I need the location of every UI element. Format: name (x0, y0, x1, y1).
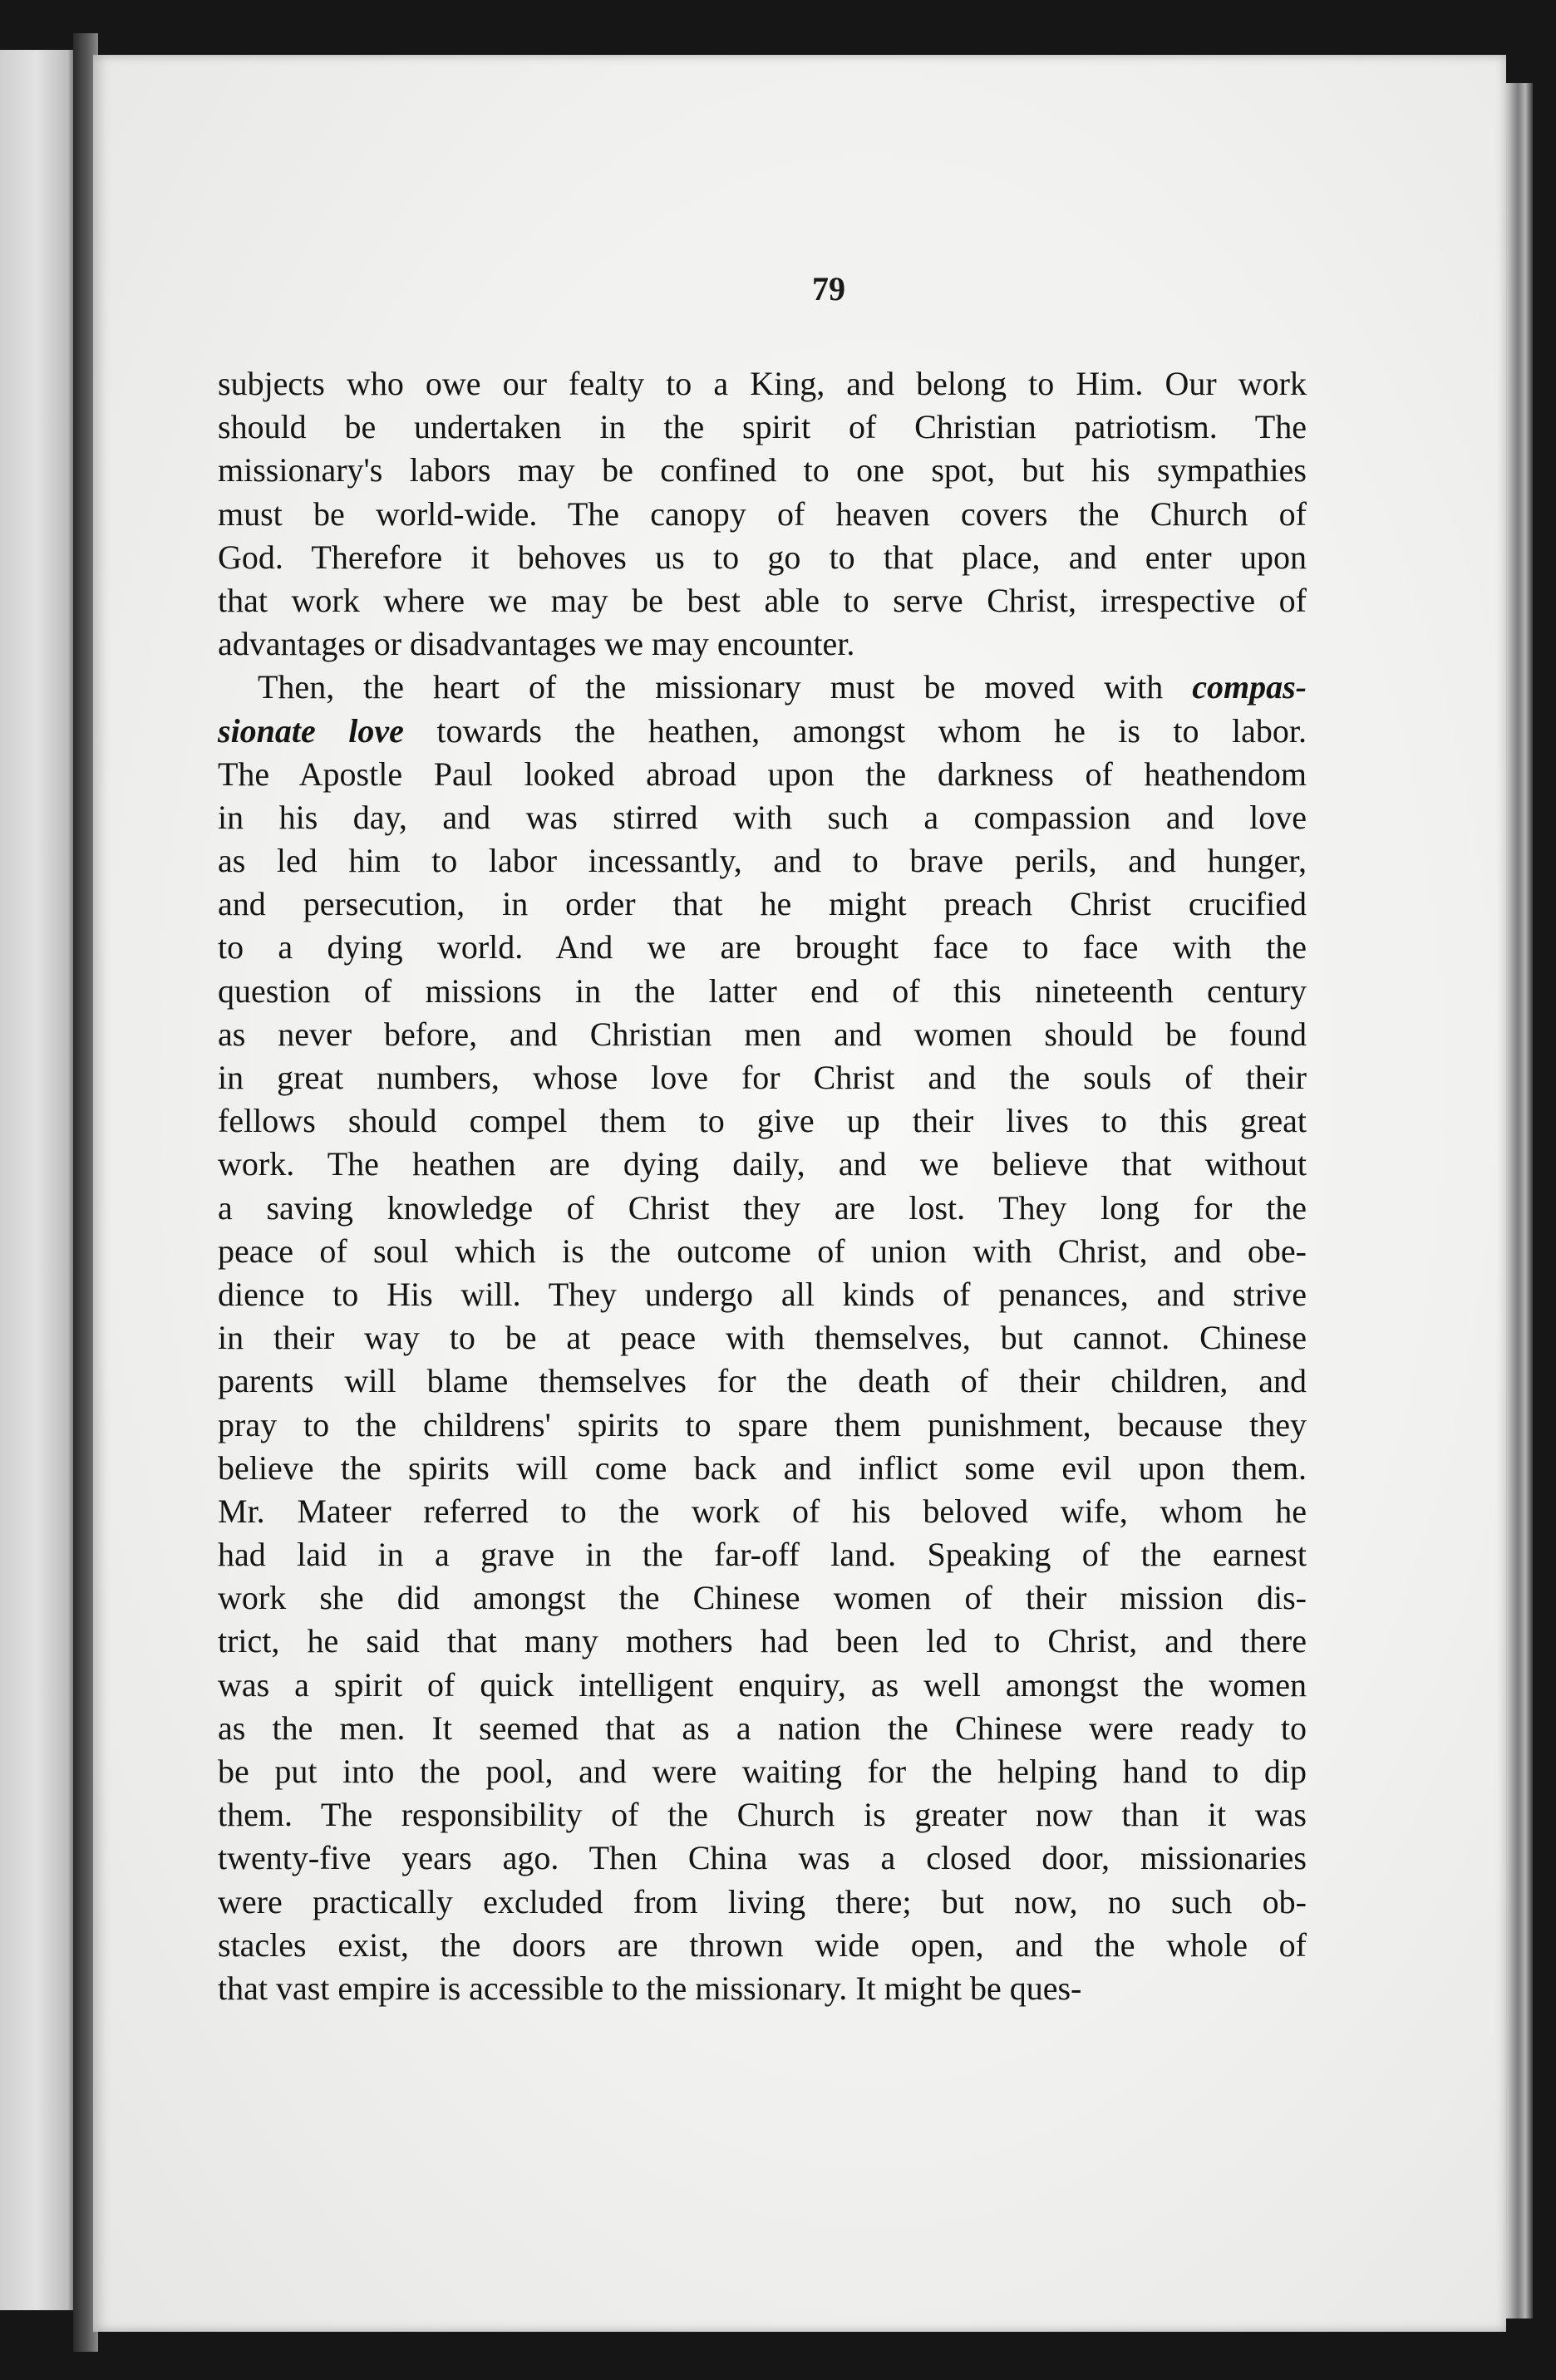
text-line: believe the spirits will come back and inflict some evil upon them. (218, 1448, 1307, 1487)
text-line (218, 710, 1307, 753)
text-line: twenty-five years ago. Then China was a closed door, missionaries (218, 1839, 1307, 1877)
text-line: advantages or disadvantages we may encounter. (218, 625, 855, 663)
text-run: Then, the heart of the missionary must be moved with compas- (258, 668, 1307, 706)
text-run: sionate love towards the heathen, amongst whom he is to labor. (218, 711, 1307, 750)
text-line: trict, he said that many mothers had been led to Christ, and there (218, 1622, 1307, 1660)
text-line: were practically excluded from living there; but now, no such ob- (218, 1882, 1307, 1920)
text-line: God. Therefore it behoves us to go to that place, and enter upon (218, 538, 1307, 576)
text-line: was a spirit of quick intelligent enquiry, as well amongst the women (218, 1665, 1307, 1704)
text-line: in their way to be at peace with themselves, but cannot. Chinese (218, 1319, 1307, 1357)
text-line: pray to the childrens' spirits to spare them punishment, because they (218, 1405, 1307, 1443)
text-line: a saving knowledge of Christ they are lost. They long for the (218, 1188, 1307, 1227)
text-line: stacles exist, the doors are thrown wide open, and the whole of (218, 1925, 1307, 1964)
text-line: and persecution, in order that he might preach Christ crucified (218, 885, 1307, 923)
text-line: dience to His will. They undergo all kinds of penances, and strive (218, 1275, 1307, 1313)
text-line: to a dying world. And we are brought face to face with the (218, 928, 1307, 966)
text-line: work. The heathen are dying daily, and we believe that without (218, 1145, 1307, 1183)
text-line: should be undertaken in the spirit of Christian patriotism. The (218, 408, 1307, 446)
text-line (218, 666, 1307, 709)
text-line: must be world-wide. The canopy of heaven covers the Church of (218, 494, 1307, 533)
emphasis-text: sionate love (218, 711, 404, 750)
text-line: Mr. Mateer referred to the work of his beloved wife, whom he (218, 1492, 1307, 1530)
text-line: missionary's labors may be confined to one spot, but his sympathies (218, 451, 1307, 489)
text-line: fellows should compel them to give up their lives to this great (218, 1102, 1307, 1140)
body-text (218, 362, 1307, 2010)
text-line: subjects who owe our fealty to a King, and belong to Him. Our work (218, 365, 1307, 402)
text-line: that work where we may be best able to serve Christ, irrespective of (218, 581, 1307, 619)
text-line: question of missions in the latter end of this nineteenth century (218, 971, 1307, 1010)
text-line: work she did amongst the Chinese women of their mission dis- (218, 1579, 1307, 1617)
previous-page-edge (0, 50, 80, 2310)
text-line: as the men. It seemed that as a nation the Chinese were ready to (218, 1709, 1307, 1747)
text-line: in his day, and was stirred with such a compassion and love (218, 798, 1307, 836)
text-line: in great numbers, whose love for Christ and the souls of their (218, 1059, 1307, 1096)
page-number: 79 (812, 270, 845, 307)
text-line: parents will blame themselves for the death of their children, and (218, 1362, 1307, 1400)
text-line: The Apostle Paul looked abroad upon the darkness of heathendom (218, 755, 1307, 793)
emphasis-text: compas- (1192, 668, 1307, 706)
text-line: as never before, and Christian men and women should be found (218, 1015, 1307, 1053)
book-page (93, 55, 1506, 2332)
text-line: peace of soul which is the outcome of union with Christ, and obe- (218, 1232, 1307, 1270)
text-line: as led him to labor incessantly, and to brave perils, and hunger, (218, 842, 1307, 880)
text-line: them. The responsibility of the Church is greater now than it was (218, 1796, 1307, 1834)
text-line: had laid in a grave in the far-off land. Speaking of the earnest (218, 1536, 1307, 1574)
text-line: be put into the pool, and were waiting for the helping hand to dip (218, 1753, 1307, 1790)
text-line: that vast empire is accessible to the missionary. It might be ques- (218, 1969, 1082, 2007)
